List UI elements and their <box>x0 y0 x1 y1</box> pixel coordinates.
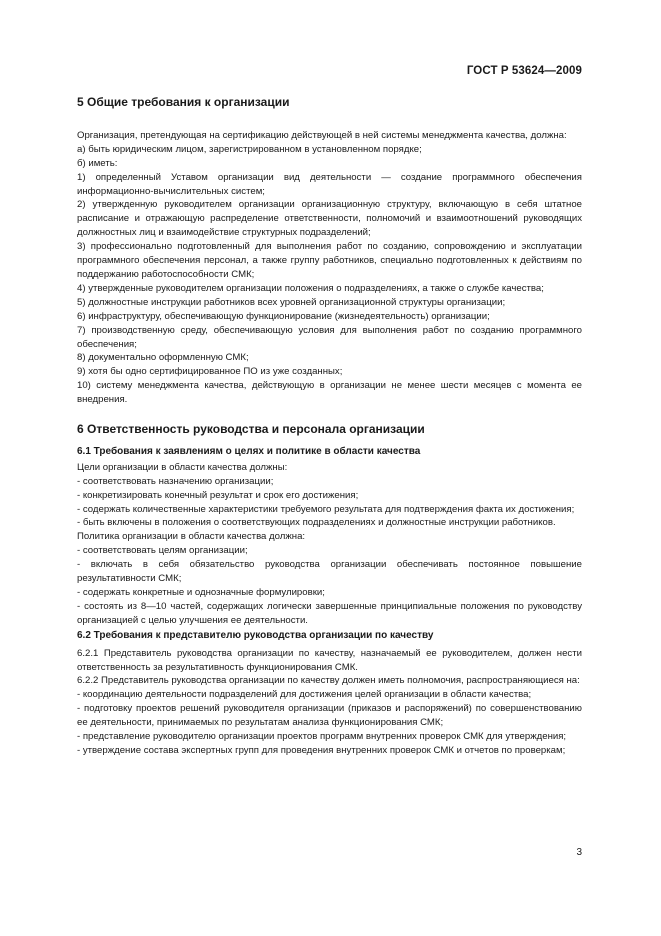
section-6-2-title: 6.2 Требования к представителю руководства организации по качеству <box>77 629 434 641</box>
paragraph: 6) инфраструктуру, обеспечивающую функционирование (жизнедеятельность) организации; <box>77 310 490 322</box>
paragraph: 10) систему менеджмента качества, действующую в организации не менее шести месяцев с момента ее внедрения. <box>77 380 582 406</box>
section-5-title: 5 Общие требования к организации <box>77 95 290 109</box>
paragraph: - координацию деятельности подразделений для достижения целей организации в области качества; <box>77 689 532 701</box>
paragraph: - подготовку проектов решений руководителя организации (приказов и распоряжений) по совершенствованию ее деятельности, принимаемых по результатам анализа функционирования СМК; <box>77 703 582 729</box>
paragraph: 4) утвержденные руководителем организации положения о подразделениях, а также о службе качества; <box>77 282 544 294</box>
paragraph: - содержать количественные характеристики требуемого результата для подтверждения факта их достижения; <box>77 503 575 515</box>
paragraph: 6.2.1 Представитель руководства организации по качеству, назначаемый ее руководителем, должен нести ответственность за результативность функционирования СМК. <box>77 647 582 673</box>
paragraph: 1) определенный Уставом организации вид деятельности — создание программного обеспечения информационно-вычислительных систем; <box>77 171 582 197</box>
section-6-1-body <box>77 461 582 628</box>
paragraph: а) быть юридическим лицом, зарегистрированном в установленном порядке; <box>77 143 422 155</box>
paragraph: 9) хотя бы одно сертифицированное ПО из уже созданных; <box>77 366 343 378</box>
paragraph: 8) документально оформленную СМК; <box>77 352 249 364</box>
paragraph: Цели организации в области качества должны: <box>77 461 288 473</box>
paragraph: - включать в себя обязательство руководства организации обеспечивать постоянное повышение результативности СМК; <box>77 559 582 585</box>
paragraph: - соответствовать назначению организации; <box>77 475 274 487</box>
page-number: 3 <box>576 847 582 858</box>
section-6-1-title: 6.1 Требования к заявлениям о целях и политике в области качества <box>77 445 421 457</box>
page-content <box>77 96 582 758</box>
paragraph: 6.2.2 Представитель руководства организации по качеству должен иметь полномочия, распространяющиеся на: <box>77 675 580 687</box>
paragraph: 3) профессионально подготовленный для выполнения работ по созданию, сопровождению и эксплуатации программного обеспечения персонал, а также группу работников, специально подготовленных к действиям по поддержанию работоспособности СМК; <box>77 241 582 280</box>
section-6-2-body <box>77 647 582 758</box>
paragraph: - быть включены в положения о соответствующих подразделениях и должностные инструкции работников. <box>77 517 556 529</box>
paragraph: - представление руководителю организации проектов программ внутренних проверок СМК для утверждения; <box>77 731 567 743</box>
paragraph: - содержать конкретные и однозначные формулировки; <box>77 587 325 598</box>
paragraph: 7) производственную среду, обеспечивающую условия для выполнения работ по созданию программного обеспечения; <box>77 324 582 350</box>
paragraph: Организация, претендующая на сертификацию действующей в ней системы менеджмента качества, должна: <box>77 129 567 141</box>
paragraph: - соответствовать целям организации; <box>77 545 248 557</box>
paragraph: 5) должностные инструкции работников всех уровней организационной структуры организации; <box>77 296 506 308</box>
paragraph: - состоять из 8—10 частей, содержащих логически завершенные принципиальные положения по руководству организацией с целью улучшения ее деятельности. <box>77 600 582 626</box>
section-5-body <box>77 129 582 407</box>
section-6-title: 6 Ответственность руководства и персонала организации <box>77 422 425 437</box>
paragraph: Политика организации в области качества должна: <box>77 531 306 543</box>
paragraph: - конкретизировать конечный результат и срок его достижения; <box>77 489 359 501</box>
document-number: ГОСТ Р 53624—2009 <box>466 65 582 77</box>
paragraph: б) иметь: <box>77 157 118 169</box>
paragraph: 2) утвержденную руководителем организации организационную структуру, включающую в себя штатное расписание и отражающую распределение ответственности, полномочий и взаимоотношений руководящих должностных лиц и взаимодействие структурных подразделений; <box>77 199 582 239</box>
paragraph: - утверждение состава экспертных групп для проведения внутренних проверок СМК и отчетов по проверкам; <box>77 744 566 756</box>
